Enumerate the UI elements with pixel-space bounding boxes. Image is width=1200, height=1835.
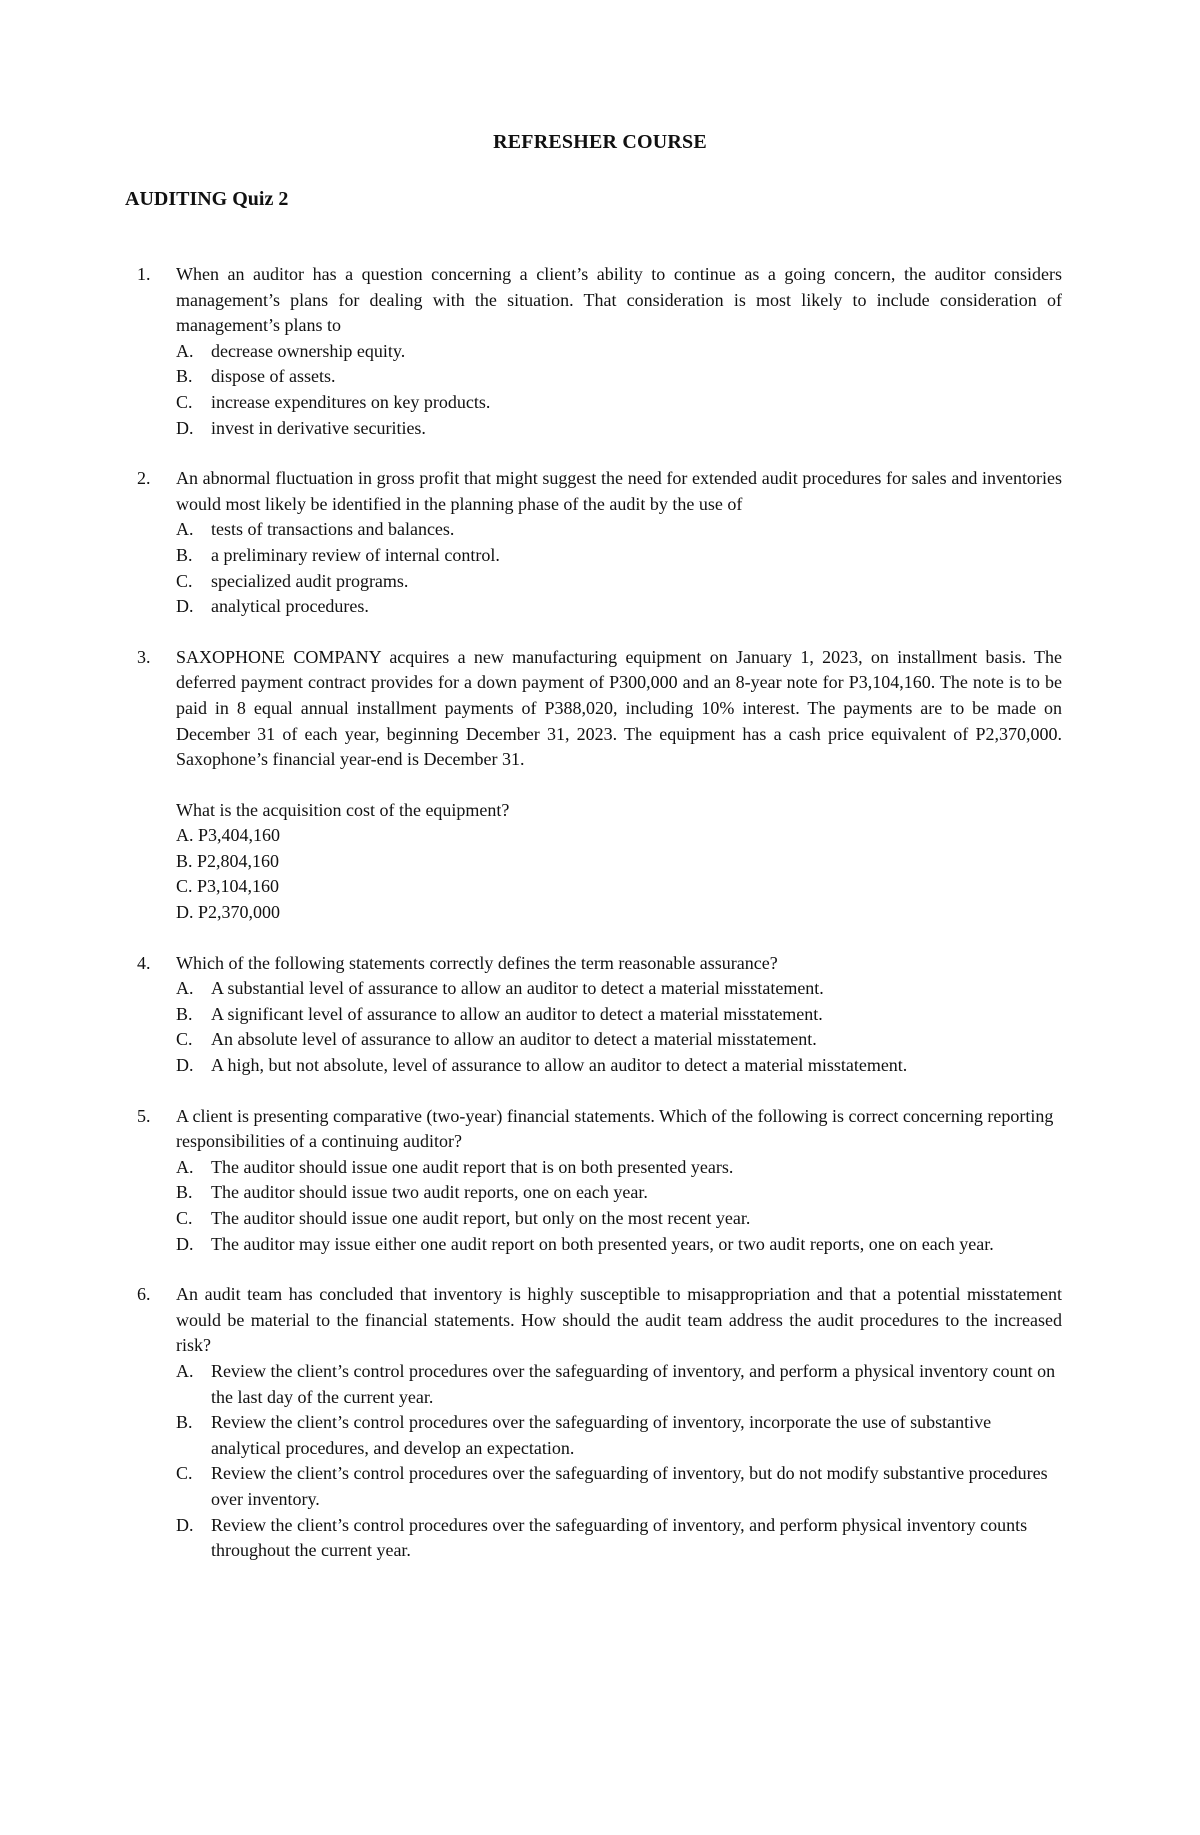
option-text: A high, but not absolute, level of assurance to allow an auditor to detect a material misstatement. — [211, 1055, 908, 1076]
question-number: 5. — [137, 1105, 151, 1126]
question-text: An abnormal fluctuation in gross profit that might suggest the need for extended audit procedures for sales and inventories would most likely be identified in the planning phase of the audit by the use of — [176, 468, 1062, 514]
option-text: decrease ownership equity. — [211, 340, 406, 361]
option-letter: D. — [176, 1055, 194, 1076]
option-text: dispose of assets. — [211, 366, 336, 387]
option-c — [176, 390, 1062, 416]
sub-question-text: What is the acquisition cost of the equipment? — [176, 799, 510, 820]
option-text: Review the client’s control procedures over the safeguarding of inventory, and perform a physical inventory count on the last day of the current year. — [211, 1360, 1056, 1407]
option-a — [176, 517, 1062, 543]
answer-options — [176, 1359, 1062, 1564]
question-3 — [137, 645, 1062, 926]
option-a — [176, 1359, 1062, 1410]
option-text: invest in derivative securities. — [211, 417, 426, 438]
option-c: C. P3,104,160 — [176, 876, 280, 897]
option-letter: A. — [176, 340, 194, 361]
option-text: a preliminary review of internal control. — [211, 544, 500, 565]
option-text: An absolute level of assurance to allow an auditor to detect a material misstatement. — [211, 1029, 817, 1050]
option-text: Review the client’s control procedures over the safeguarding of inventory, but do not modify substantive procedures over inventory. — [211, 1463, 1048, 1509]
question-1 — [137, 262, 1062, 441]
option-letter: C. — [176, 570, 193, 591]
option-text: A significant level of assurance to allow an auditor to detect a material misstatement. — [211, 1003, 823, 1024]
question-text: When an auditor has a question concerning a client’s ability to continue as a going concern, the auditor considers management’s plans for dealing with the situation. That consideration is most likely to include consideration of management’s plans to — [176, 264, 1062, 336]
question-2 — [137, 466, 1062, 620]
option-letter: B. — [176, 1003, 193, 1024]
option-letter: B. — [176, 544, 193, 565]
option-text: specialized audit programs. — [211, 570, 409, 591]
option-b — [176, 364, 1062, 390]
answer-options — [176, 517, 1062, 619]
answer-options — [176, 339, 1062, 441]
option-letter: B. — [176, 1182, 193, 1203]
option-b — [176, 1410, 1062, 1461]
question-list — [137, 262, 1062, 1589]
option-text: A substantial level of assurance to allow an auditor to detect a material misstatement. — [211, 978, 824, 999]
question-4 — [137, 951, 1062, 1079]
question-text: An audit team has concluded that inventory is highly susceptible to misappropriation and that a potential misstatement would be material to the financial statements. How should the audit team address the audit procedures to the increased risk? — [176, 1284, 1062, 1356]
option-d — [176, 1513, 1062, 1564]
option-d — [176, 594, 1062, 620]
option-letter: C. — [176, 1029, 193, 1050]
option-letter: C. — [176, 1208, 193, 1228]
option-a — [176, 976, 1062, 1002]
option-c — [176, 1461, 1062, 1512]
option-d — [176, 1232, 1062, 1258]
question-number: 3. — [137, 646, 151, 667]
option-text: The auditor may issue either one audit report on both presented years, or two audit reports, one on each year. — [211, 1233, 994, 1254]
option-letter: C. — [176, 1463, 193, 1484]
option-text: increase expenditures on key products. — [211, 391, 491, 412]
option-letter: D. — [176, 417, 194, 438]
option-b — [176, 1180, 1062, 1206]
answer-options — [176, 823, 1062, 925]
option-d — [176, 1053, 1062, 1079]
question-number: 6. — [137, 1284, 151, 1305]
option-letter: A. — [176, 519, 194, 540]
option-letter: A. — [176, 978, 194, 999]
option-text: tests of transactions and balances. — [211, 519, 455, 540]
answer-options — [176, 1155, 1062, 1257]
question-number: 2. — [137, 468, 151, 489]
option-letter: D. — [176, 1233, 194, 1254]
option-letter: D. — [176, 596, 194, 617]
option-d: D. P2,370,000 — [176, 902, 281, 923]
option-text: analytical procedures. — [211, 596, 369, 617]
option-letter: D. — [176, 1514, 194, 1535]
option-a — [176, 1155, 1062, 1181]
quiz-title: AUDITING Quiz 2 — [125, 188, 289, 210]
question-text: SAXOPHONE COMPANY acquires a new manufacturing equipment on January 1, 2023, on installment basis. The deferred payment contract provides for a down payment of P300,000 and an 8-year note for P3,104,160. The note is to be paid in 8 equal annual installment payments of P388,020, including 10% interest. The payments are to be made on December 31 of each year, beginning December 31, 2023. The equipment has a cash price equivalent of P2,370,000. Saxophone’s financial year-end is December 31. — [176, 646, 1062, 770]
option-letter: B. — [176, 366, 193, 387]
option-text: The auditor should issue two audit reports, one on each year. — [211, 1182, 648, 1203]
question-6 — [137, 1282, 1062, 1564]
option-d — [176, 416, 1062, 442]
question-5 — [137, 1104, 1062, 1258]
question-text: Which of the following statements correctly defines the term reasonable assurance? — [176, 952, 778, 973]
option-b — [176, 543, 1062, 569]
question-number: 1. — [137, 264, 151, 284]
option-text: Review the client’s control procedures over the safeguarding of inventory, incorporate the use of substantive analytical procedures, and develop an expectation. — [211, 1412, 992, 1458]
option-text: The auditor should issue one audit report, but only on the most recent year. — [211, 1208, 751, 1228]
option-a: A. P3,404,160 — [176, 825, 281, 846]
question-number: 4. — [137, 952, 151, 973]
option-text: The auditor should issue one audit report that is on both presented years. — [211, 1156, 734, 1177]
document-header: REFRESHER COURSE — [493, 131, 707, 153]
option-c — [176, 1027, 1062, 1053]
option-a — [176, 339, 1062, 365]
option-b — [176, 1002, 1062, 1028]
question-text: A client is presenting comparative (two-year) financial statements. Which of the following is correct concerning reporting responsibilities of a continuing auditor? — [176, 1105, 1054, 1152]
option-letter: A. — [176, 1360, 194, 1381]
option-b: B. P2,804,160 — [176, 850, 280, 871]
option-text: Review the client’s control procedures over the safeguarding of inventory, and perform physical inventory counts throughout the current year. — [211, 1514, 1028, 1561]
answer-options — [176, 976, 1062, 1078]
option-letter: A. — [176, 1156, 194, 1177]
option-c — [176, 1206, 1062, 1232]
option-letter: C. — [176, 391, 193, 412]
option-c — [176, 569, 1062, 595]
option-letter: B. — [176, 1412, 193, 1433]
